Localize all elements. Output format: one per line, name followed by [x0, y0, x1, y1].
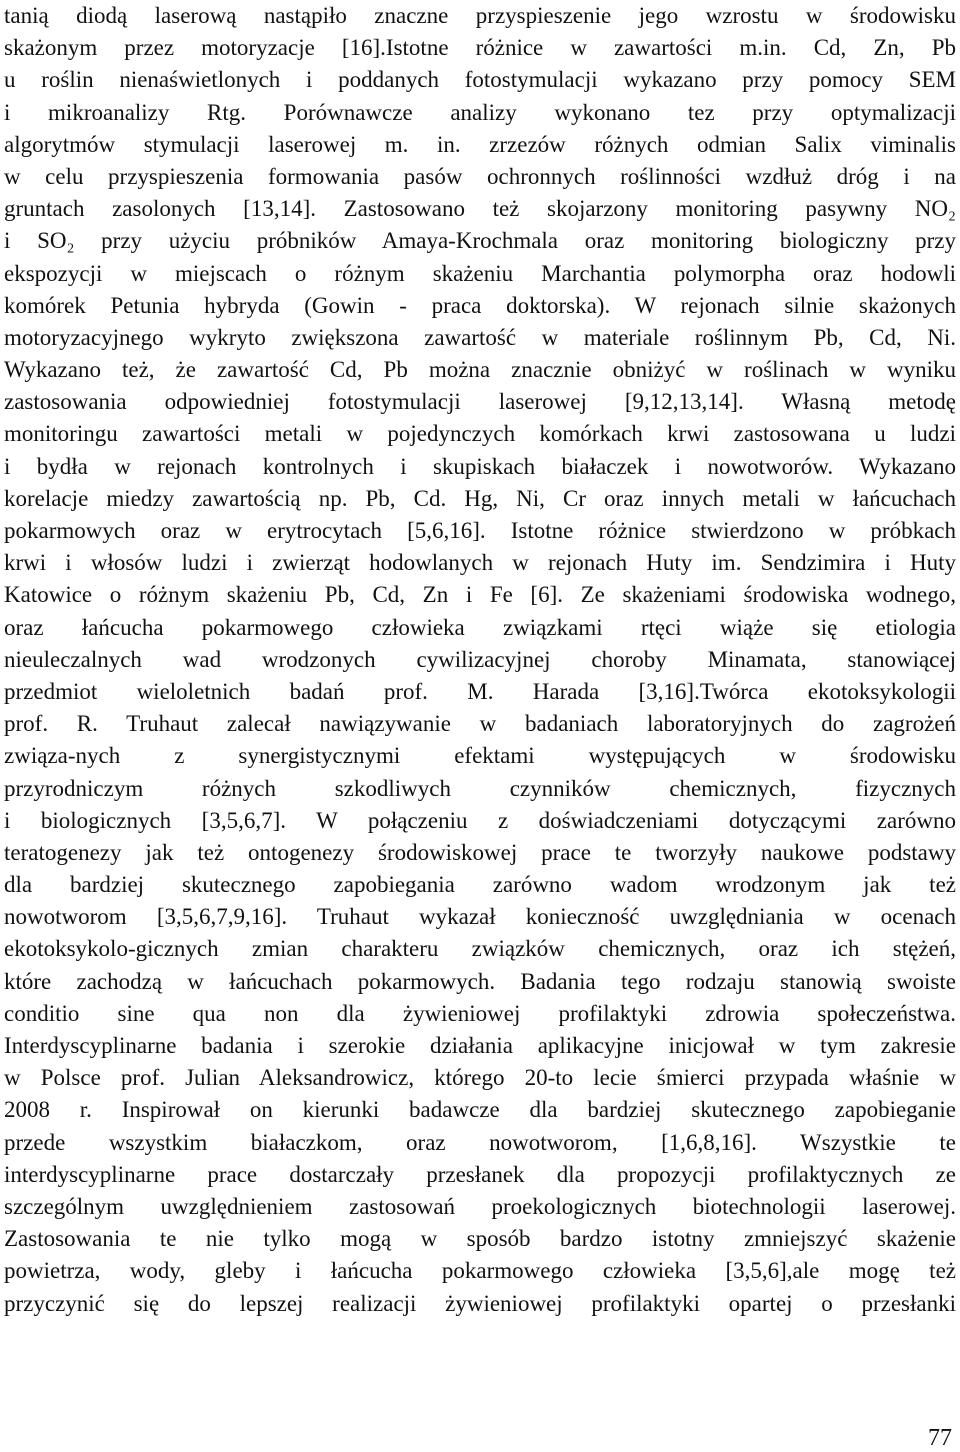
text-line: i biologicznych [3,5,6,7]. W połączeniu z doświadczeniami dotyczącymi zarówno: [4, 807, 956, 833]
text-line: w Polsce prof. Julian Aleksandrowicz, którego 20-to lecie śmierci przypada właśnie w: [4, 1065, 956, 1091]
text-line: Katowice o różnym skażeniu Pb, Cd, Zn i Fe [6]. Ze skażeniami środowiska wodnego,: [4, 582, 956, 608]
text-line: Interdyscyplinarne badania i szerokie działania aplikacyjne inicjował w tym zakresie: [4, 1033, 956, 1058]
text-line: gruntach zasolonych [13,14]. Zastosowano też skojarzony monitoring pasywny NO₂: [4, 196, 956, 222]
text-line: algorytmów stymulacji laserowej m. in. zrzezów różnych odmian Salix viminalis: [4, 131, 956, 157]
text-line: prof. R. Truhaut zalecał nawiązywanie w badaniach laboratoryjnych do zagrożeń: [4, 711, 956, 737]
text-line: i bydła w rejonach kontrolnych i skupiskach białaczek i nowotworów. Wykazano: [4, 453, 956, 479]
text-line: motoryzacyjnego wykryto zwiększona zawartość w materiale roślinnym Pb, Cd, Ni.: [4, 324, 956, 350]
text-line: szczególnym uwzględnieniem zastosowań proekologicznych biotechnologii laserowej.: [4, 1193, 956, 1219]
text-line: które zachodzą w łańcuchach pokarmowych. Badania tego rodzaju stanowią swoiste: [4, 968, 956, 994]
text-line: zastosowania odpowiedniej fotostymulacji laserowej [9,12,13,14]. Własną metodę: [4, 389, 956, 415]
text-line: przyczynić się do lepszej realizacji żywieniowej profilaktyki opartej o przesłanki: [4, 1290, 956, 1316]
text-line: dla bardziej skutecznego zapobiegania zarówno wadom wrodzonym jak też: [4, 872, 956, 898]
text-line: komórek Petunia hybryda (Gowin - praca doktorska). W rejonach silnie skażonych: [4, 292, 956, 318]
text-line: w celu przyspieszenia formowania pasów ochronnych roślinności wzdłuż dróg i na: [4, 163, 956, 189]
text-line: krwi i włosów ludzi i zwierząt hodowlanych w rejonach Huty im. Sendzimira i Huty: [4, 550, 956, 576]
page-number: 77: [928, 1425, 952, 1451]
text-line: conditio sine qua non dla żywieniowej profilaktyki zdrowia społeczeństwa.: [4, 1000, 956, 1026]
text-line: przede wszystkim białaczkom, oraz nowotworom, [1,6,8,16]. Wszystkie te: [4, 1129, 956, 1155]
text-line: interdyscyplinarne prace dostarczały przesłanek dla propozycji profilaktycznych ze: [4, 1161, 956, 1187]
text-line: tanią diodą laserową nastąpiło znaczne przyspieszenie jego wzrostu w środowisku: [4, 3, 956, 28]
text-line: nieuleczalnych wad wrodzonych cywilizacyjnej choroby Minamata, stanowiącej: [4, 646, 956, 672]
text-line: Zastosowania te nie tylko mogą w sposób bardzo istotny zmniejszyć skażenie: [4, 1226, 956, 1252]
text-line: związa-nych z synergistycznymi efektami występujących w środowisku: [4, 743, 956, 769]
text-line: nowotworom [3,5,6,7,9,16]. Truhaut wykazał konieczność uwzględniania w ocenach: [4, 904, 956, 930]
text-line: przedmiot wieloletnich badań prof. M. Harada [3,16].Twórca ekotoksykologii: [4, 678, 956, 704]
text-line: skażonym przez motoryzacje [16].Istotne różnice w zawartości m.in. Cd, Zn, Pb: [4, 35, 956, 61]
text-line: Wykazano też, że zawartość Cd, Pb można znacznie obniżyć w roślinach w wyniku: [4, 357, 956, 383]
document-body: [4, 0, 956, 1320]
text-line: i SO₂ przy użyciu próbników Amaya-Krochmala oraz monitoring biologiczny przy: [4, 228, 956, 254]
text-line: teratogenezy jak też ontogenezy środowiskowej prace te tworzyły naukowe podstawy: [4, 839, 956, 865]
text-line: ekotoksykolo-gicznych zmian charakteru związków chemicznych, oraz ich stężeń,: [4, 936, 956, 962]
text-line: 2008 r. Inspirował on kierunki badawcze dla bardziej skutecznego zapobieganie: [4, 1097, 956, 1123]
text-line: korelacje miedzy zawartością np. Pb, Cd. Hg, Ni, Cr oraz innych metali w łańcuchach: [4, 485, 956, 511]
text-line: i mikroanalizy Rtg. Porównawcze analizy wykonano tez przy optymalizacji: [4, 99, 956, 125]
text-line: pokarmowych oraz w erytrocytach [5,6,16]. Istotne różnice stwierdzono w próbkach: [4, 518, 956, 543]
text-line: przyrodniczym różnych szkodliwych czynników chemicznych, fizycznych: [4, 775, 956, 801]
text-line: powietrza, wody, gleby i łańcucha pokarmowego człowieka [3,5,6],ale mogę też: [4, 1258, 956, 1284]
text-line: u roślin nienaświetlonych i poddanych fotostymulacji wykazano przy pomocy SEM: [4, 67, 956, 93]
text-line: ekspozycji w miejscach o różnym skażeniu Marchantia polymorpha oraz hodowli: [4, 260, 956, 286]
text-line: monitoringu zawartości metali w pojedynczych komórkach krwi zastosowana u ludzi: [4, 421, 956, 447]
text-line: oraz łańcucha pokarmowego człowieka związkami rtęci wiąże się etiologia: [4, 614, 956, 640]
